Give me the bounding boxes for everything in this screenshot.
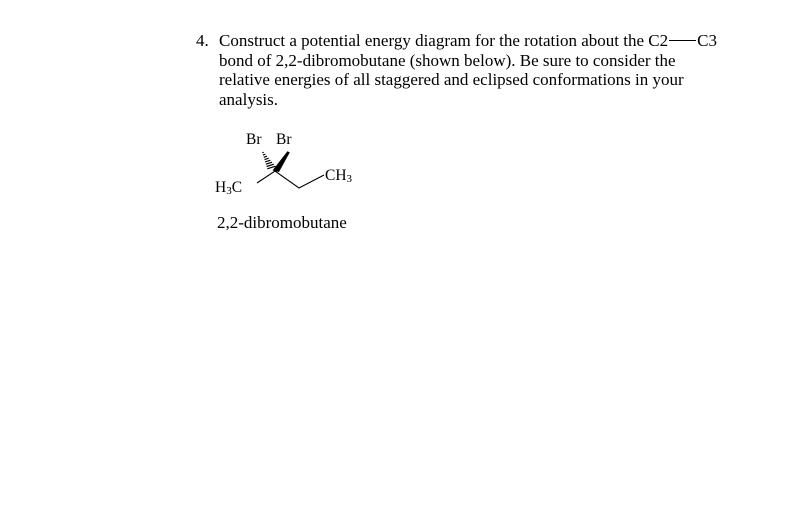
question-line-4: analysis. xyxy=(219,90,279,110)
bromine-left-label: Br xyxy=(246,131,262,148)
solid-wedge-bond xyxy=(273,151,290,172)
hashed-wedge-bond xyxy=(262,152,275,169)
question-line-2: bond of 2,2-dibromobutane (shown below). Be sure to consider the xyxy=(219,50,676,70)
carbon-skeleton xyxy=(257,171,324,188)
bond-dash xyxy=(669,40,696,41)
question-text xyxy=(219,31,766,110)
bromine-right-label: Br xyxy=(276,131,292,148)
methyl-left-label xyxy=(215,180,242,196)
methyl-right-ch: CH xyxy=(325,167,347,184)
methyl-right-label xyxy=(325,168,352,184)
bond-end-label: C3 xyxy=(697,31,717,50)
question-block xyxy=(196,31,766,110)
molecule-structure xyxy=(212,126,382,214)
methyl-left-h: H xyxy=(215,179,227,196)
question-line-1-text: Construct a potential energy diagram for the rotation about the C2 xyxy=(219,31,669,50)
molecule-bonds xyxy=(212,126,382,214)
question-number: 4. xyxy=(196,31,209,50)
methyl-left-subscript: 3 xyxy=(226,185,232,197)
question-line-3: relative energies of all staggered and eclipsed conformations in your xyxy=(219,70,684,90)
methyl-right-subscript: 3 xyxy=(346,173,353,185)
question-line-1 xyxy=(219,31,766,51)
molecule-caption: 2,2-dibromobutane xyxy=(217,213,347,232)
methyl-left-c: C xyxy=(231,179,243,196)
